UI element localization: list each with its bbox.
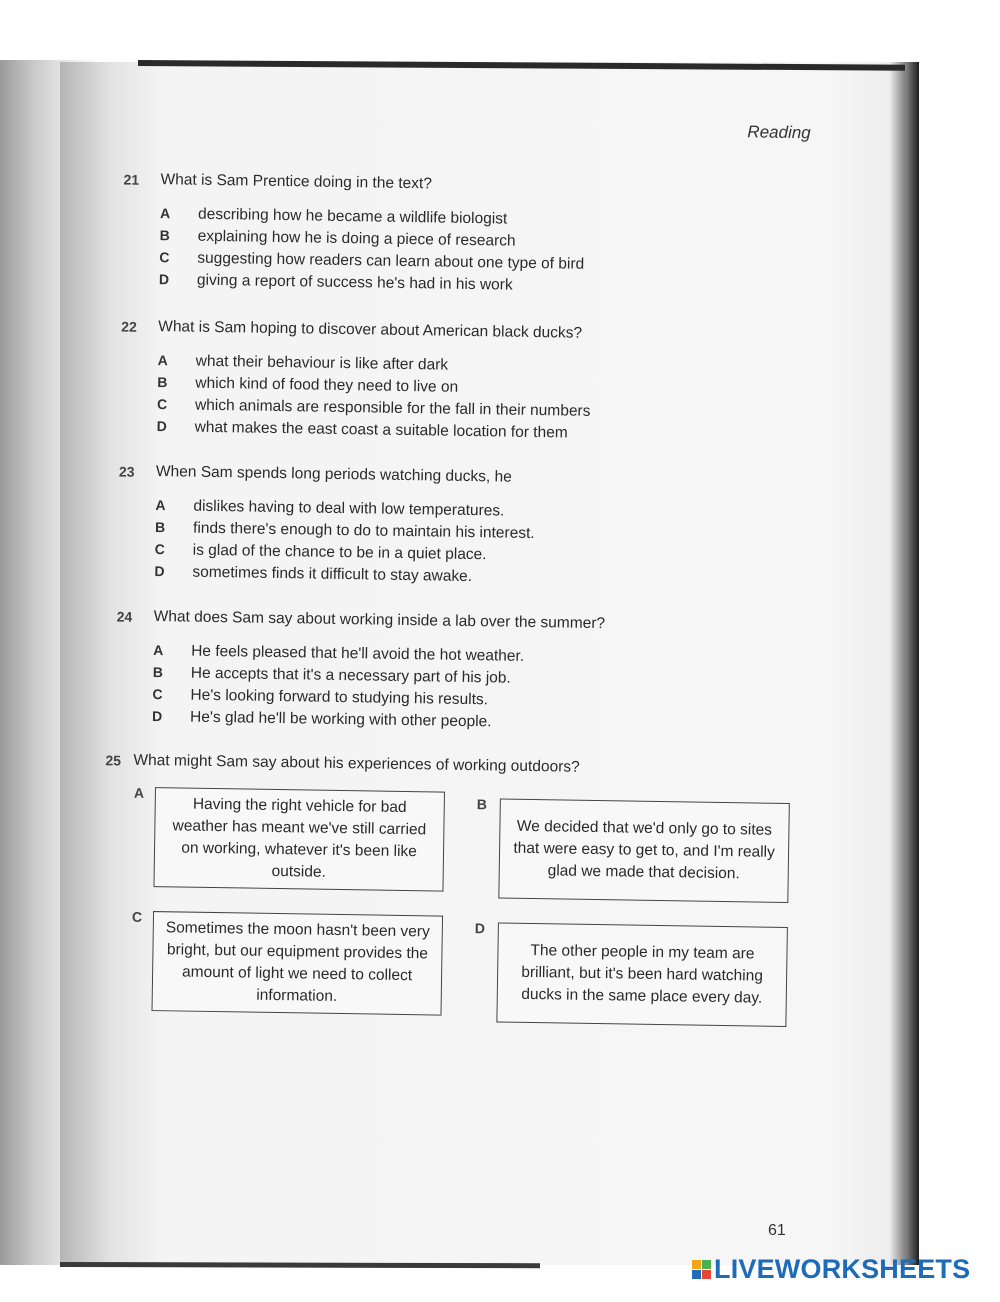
question-text: What is Sam Prentice doing in the text? <box>160 171 433 193</box>
question-text: What does Sam say about working inside a lab over the summer? <box>153 608 606 633</box>
logo-icon <box>692 1260 711 1279</box>
option-b[interactable]: B which kind of food they need to live on <box>157 374 459 396</box>
page-number: 61 <box>768 1222 786 1239</box>
quote-box-c[interactable]: Sometimes the moon hasn't been very bright, but our equipment provides the amount of light we need to collect information. <box>152 911 444 1016</box>
question-number: 24 <box>116 608 133 625</box>
quote-box-a[interactable]: Having the right vehicle for bad weather has meant we've still carried on working, whatever it's been like outside. <box>153 787 445 892</box>
box-letter-b: B <box>476 796 488 813</box>
question-text: When Sam spends long periods watching ducks, he <box>155 463 512 486</box>
option-a[interactable]: A dislikes having to deal with low temperatures. <box>155 497 505 520</box>
option-d[interactable]: D He's glad he'll be working with other people. <box>152 708 492 731</box>
option-a[interactable]: A He feels pleased that he'll avoid the hot weather. <box>153 642 525 665</box>
option-a[interactable]: A describing how he became a wildlife biologist <box>159 205 508 228</box>
option-b[interactable]: B explaining how he is doing a piece of research <box>159 227 516 250</box>
box-letter-a: A <box>133 784 145 801</box>
question-number: 22 <box>121 318 137 335</box>
option-c[interactable]: C is glad of the chance to be in a quiet place. <box>154 541 487 564</box>
box-letter-c: C <box>131 908 143 925</box>
option-d[interactable]: D sometimes finds it difficult to stay awake. <box>154 563 473 586</box>
brand-name: LIVEWORKSHEETS <box>714 1254 971 1284</box>
quote-box-b[interactable]: We decided that we'd only go to sites that were easy to get to, and I'm really glad we made that decision. <box>498 798 790 903</box>
liveworksheets-logo[interactable] <box>692 1254 970 1285</box>
option-c[interactable]: C which animals are responsible for the fall in their numbers <box>156 396 591 420</box>
quote-box-d[interactable]: The other people in my team are brilliant, but it's been hard watching ducks in the same place every day. <box>496 922 788 1027</box>
section-header: Reading <box>747 122 811 143</box>
question-text: What is Sam hoping to discover about American black ducks? <box>158 318 583 342</box>
option-d[interactable]: D what makes the east coast a suitable location for them <box>156 418 568 442</box>
option-c[interactable]: C He's looking forward to studying his results. <box>152 686 489 709</box>
option-b[interactable]: B finds there's enough to do to maintain his interest. <box>154 519 535 543</box>
option-a[interactable]: A what their behaviour is like after dark <box>157 352 449 374</box>
option-d[interactable]: D giving a report of success he's had in his work <box>158 271 513 294</box>
question-number: 25 <box>105 752 122 769</box>
question-number: 21 <box>123 171 140 188</box>
box-letter-d: D <box>474 920 486 937</box>
question-number: 23 <box>118 463 135 480</box>
option-b[interactable]: B He accepts that it's a necessary part of his job. <box>152 664 511 687</box>
option-c[interactable]: C suggesting how readers can learn about one type of bird <box>159 249 585 273</box>
question-text: What might Sam say about his experiences of working outdoors? <box>133 751 580 776</box>
